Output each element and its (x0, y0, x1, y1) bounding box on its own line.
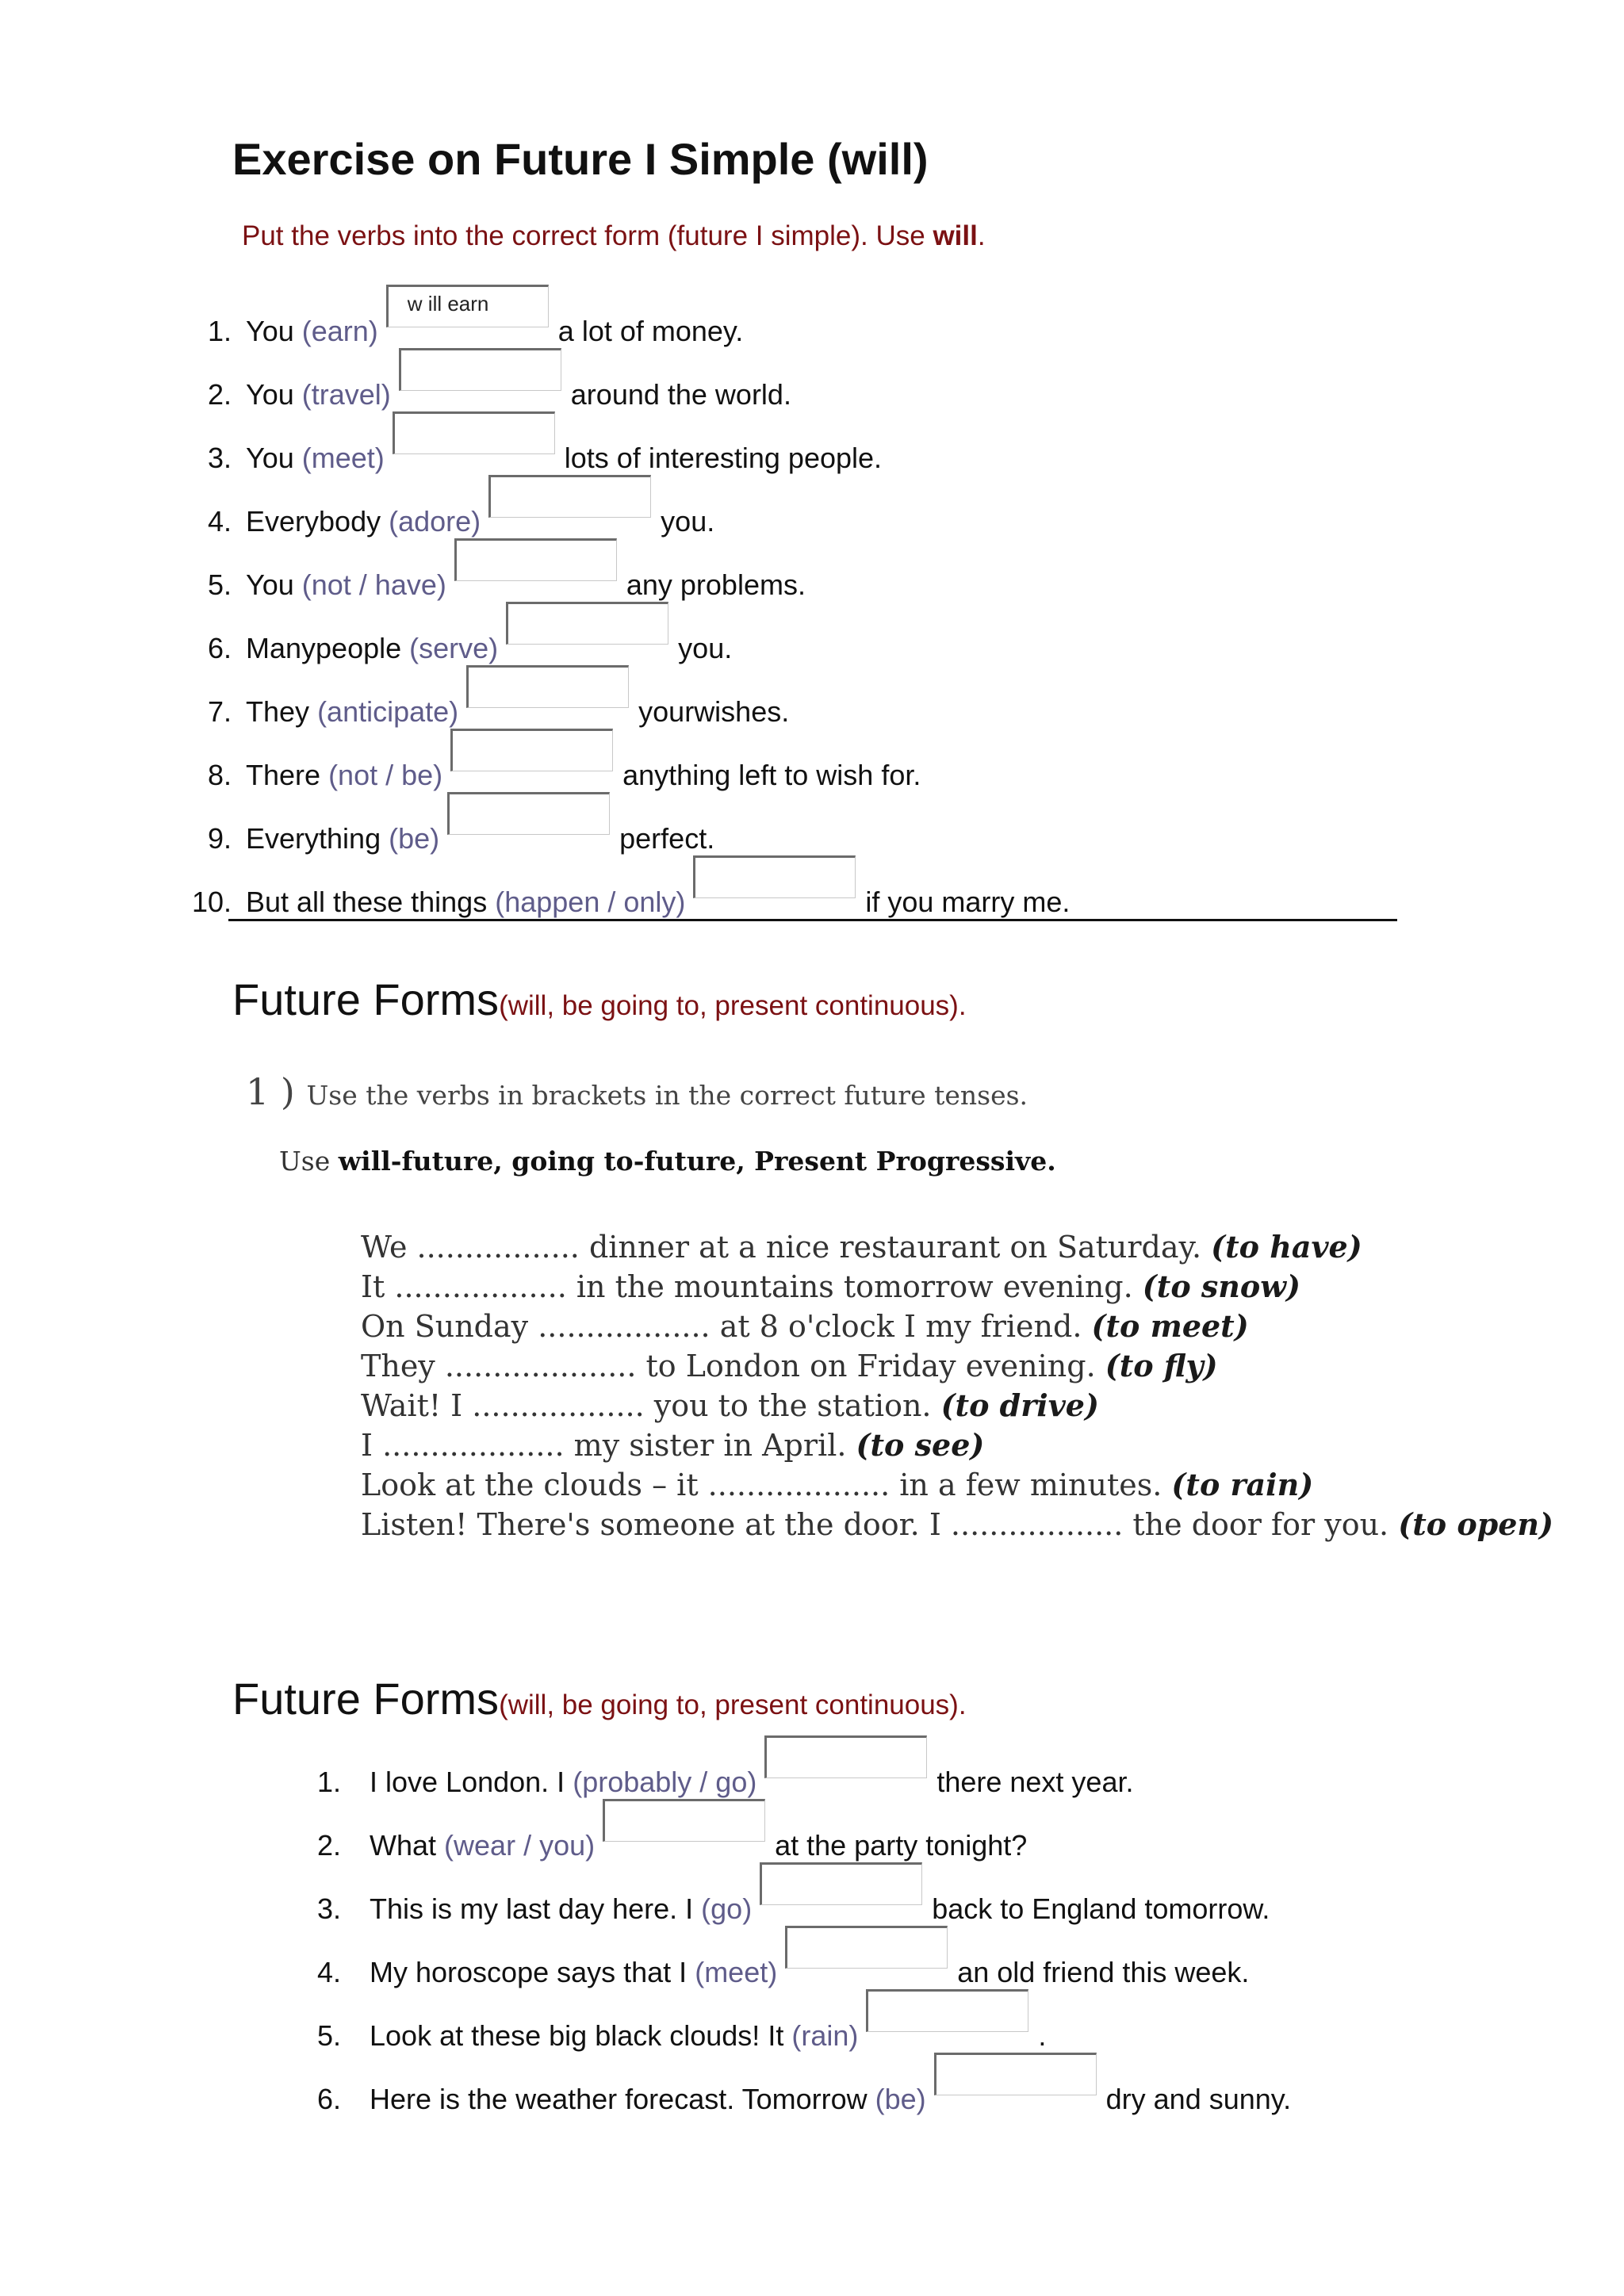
scan-sentence (361, 1348, 1218, 1383)
verb-hint: (not / have) (301, 568, 446, 601)
row-rest: any problems. (626, 568, 806, 601)
verb-hint: (serve) (409, 632, 499, 664)
row-rest: you. (678, 632, 733, 664)
section-heading (232, 1673, 967, 1724)
exercise-row (190, 432, 882, 475)
row-number: 2. (207, 378, 232, 411)
row-subject: But all these things (246, 886, 488, 918)
answer-input[interactable] (399, 348, 561, 391)
exercise-row (317, 1883, 1270, 1926)
verb-hint: (travel) (301, 378, 391, 411)
sentence-text: They .................... to London on Friday evening. (361, 1349, 1105, 1383)
row-number: 1. (207, 315, 232, 347)
scan-sentence (361, 1308, 1249, 1344)
verb-hint: (meet) (301, 442, 385, 474)
answer-input[interactable] (934, 2053, 1097, 2095)
sentence-verb: (to open) (1398, 1506, 1554, 1542)
row-number: 1. (317, 1766, 342, 1798)
row-rest: at the party tonight? (775, 1829, 1028, 1862)
row-number: 6. (207, 632, 232, 664)
sentence-text: On Sunday .................. at 8 o'clock I my friend. (361, 1309, 1092, 1344)
exercise-row (190, 496, 714, 538)
row-rest: you. (661, 505, 715, 538)
row-rest: around the world. (570, 378, 791, 411)
verb-hint: (probably / go) (573, 1766, 757, 1798)
row-number: 4. (207, 505, 232, 538)
exercise-row (317, 1756, 1133, 1799)
row-prefix: My horoscope says that I (370, 1956, 688, 1988)
row-number: 5. (317, 2019, 342, 2052)
exercise-row (190, 686, 789, 729)
scan-line1: Use the verbs in brackets in the correct future tenses. (306, 1080, 1028, 1111)
verb-hint: (adore) (389, 505, 481, 538)
verb-hint: (wear / you) (444, 1829, 596, 1862)
row-number: 5. (207, 568, 232, 601)
sentence-verb: (to snow) (1142, 1269, 1300, 1304)
scan-sentence (361, 1229, 1362, 1265)
exercise-row (190, 622, 732, 665)
sentence-text: We ................. dinner at a nice restaurant on Saturday. (361, 1230, 1212, 1265)
row-subject: Manypeople (246, 632, 402, 664)
scan-sentence (361, 1467, 1313, 1502)
verb-hint: (go) (701, 1892, 753, 1925)
row-prefix: I love London. I (370, 1766, 565, 1798)
section-heading (232, 974, 967, 1025)
row-rest: anything left to wish for. (622, 759, 921, 791)
exercise-row (190, 369, 791, 411)
divider (228, 919, 1397, 921)
scan-number: 1 ) (246, 1070, 295, 1113)
answer-input[interactable] (450, 729, 613, 771)
answer-input[interactable] (866, 1989, 1028, 2032)
row-rest: if you marry me. (865, 886, 1071, 918)
answer-input[interactable] (488, 475, 651, 518)
answer-input[interactable] (764, 1735, 927, 1778)
answer-input[interactable] (454, 538, 617, 581)
heading-sub: (will, be going to, present continuous). (499, 1689, 967, 1720)
scanned-exercise (238, 1054, 1554, 1578)
heading-text: Future Forms (232, 1674, 500, 1724)
exercise-row (190, 749, 921, 792)
sentence-verb: (to rain) (1171, 1467, 1314, 1502)
sentence-text: Listen! There's someone at the door. I .................. the door for you. (361, 1507, 1399, 1542)
row-number: 10. (191, 886, 232, 918)
row-subject: Everything (246, 822, 381, 855)
row-rest: lots of interesting people. (564, 442, 883, 474)
page-title: Exercise on Future I Simple (will) (232, 134, 929, 184)
row-rest: perfect. (619, 822, 715, 855)
row-number: 3. (317, 1892, 342, 1925)
row-number: 4. (317, 1956, 342, 1988)
answer-input[interactable]: w ill earn (386, 285, 549, 327)
sentence-text: I ................... my sister in April. (361, 1428, 856, 1463)
row-rest: there next year. (936, 1766, 1134, 1798)
scan-sentence (361, 1387, 1099, 1423)
row-subject: You (246, 378, 294, 411)
exercise-row (317, 1820, 1027, 1862)
row-prefix: What (370, 1829, 437, 1862)
row-subject: Everybody (246, 505, 381, 538)
sentence-verb: (to fly) (1105, 1348, 1218, 1383)
scan-instruction (246, 1070, 1028, 1113)
sentence-verb: (to meet) (1091, 1308, 1249, 1344)
row-subject: There (246, 759, 321, 791)
verb-hint: (rain) (791, 2019, 859, 2052)
row-rest: yourwishes. (638, 695, 790, 728)
row-subject: You (246, 442, 294, 474)
row-rest: dry and sunny. (1105, 2083, 1292, 2115)
instruction-text: Put the verbs into the correct form (future I simple). Use (242, 220, 933, 251)
row-prefix: Look at these big black clouds! It (370, 2019, 784, 2052)
answer-input[interactable] (466, 665, 629, 708)
row-number: 2. (317, 1829, 342, 1862)
row-number: 6. (317, 2083, 342, 2115)
exercise-row (190, 292, 744, 348)
answer-input[interactable] (693, 855, 856, 898)
answer-input[interactable] (603, 1799, 765, 1842)
scan-sentence (361, 1427, 984, 1463)
exercise-row (190, 813, 714, 855)
instruction (242, 220, 986, 252)
scan-line2-bold: will-future, going to-future, Present Progressive. (338, 1146, 1056, 1177)
verb-hint: (earn) (301, 315, 378, 347)
scan-line2-prefix: Use (279, 1146, 339, 1177)
row-subject: You (246, 315, 294, 347)
answer-input[interactable] (447, 792, 610, 835)
answer-input[interactable] (760, 1862, 922, 1905)
sentence-verb: (to drive) (940, 1387, 1099, 1423)
row-rest: an old friend this week. (957, 1956, 1250, 1988)
sentence-text: It .................. in the mountains tomorrow evening. (361, 1269, 1143, 1304)
scan-sentence (361, 1506, 1553, 1542)
row-number: 9. (207, 822, 232, 855)
row-number: 8. (207, 759, 232, 791)
row-subject: You (246, 568, 294, 601)
sentence-text: Look at the clouds – it ................... in a few minutes. (361, 1468, 1172, 1502)
answer-input[interactable] (506, 602, 668, 645)
verb-hint: (not / be) (328, 759, 443, 791)
row-number: 3. (207, 442, 232, 474)
answer-input[interactable] (785, 1926, 948, 1969)
exercise-row (190, 876, 1070, 919)
verb-hint: (meet) (695, 1956, 778, 1988)
verb-hint: (be) (875, 2083, 926, 2115)
row-rest: a lot of money. (557, 315, 744, 347)
heading-sub: (will, be going to, present continuous). (499, 990, 967, 1021)
row-rest: back to England tomorrow. (932, 1892, 1270, 1925)
verb-hint: (happen / only) (495, 886, 686, 918)
heading-text: Future Forms (232, 974, 500, 1024)
verb-hint: (anticipate) (317, 695, 459, 728)
instruction-bold: will (933, 220, 978, 251)
exercise-row (190, 559, 806, 602)
exercise-row (317, 2010, 1046, 2053)
row-subject: They (246, 695, 310, 728)
row-prefix: Here is the weather forecast. Tomorrow (370, 2083, 868, 2115)
answer-input[interactable] (393, 411, 555, 454)
row-rest: . (1038, 2019, 1047, 2052)
exercise-row (317, 1946, 1249, 1989)
sentence-verb: (to see) (856, 1427, 985, 1463)
row-prefix: This is my last day here. I (370, 1892, 694, 1925)
verb-hint: (be) (389, 822, 440, 855)
scan-sentence (361, 1269, 1300, 1304)
instruction-end: . (977, 220, 986, 251)
row-number: 7. (207, 695, 232, 728)
sentence-text: Wait! I .................. you to the station. (361, 1388, 941, 1423)
exercise-row (317, 2073, 1291, 2116)
scan-subinstruction (279, 1146, 1056, 1177)
sentence-verb: (to have) (1211, 1229, 1362, 1265)
